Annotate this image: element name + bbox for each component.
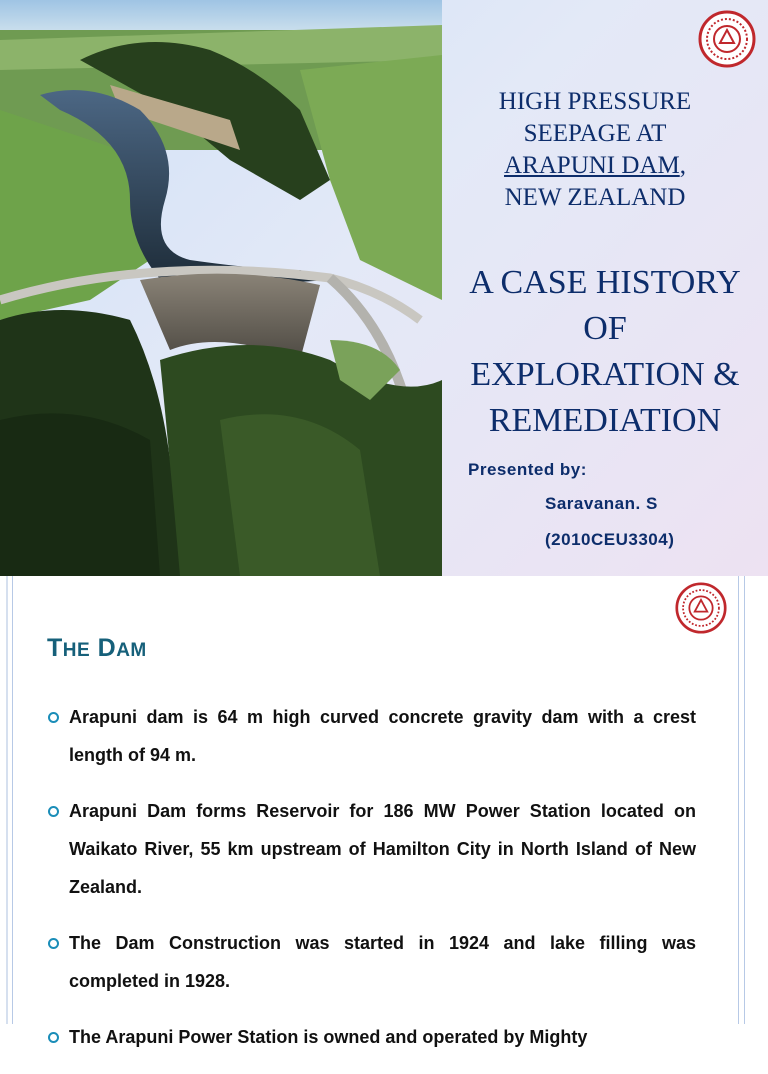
right-border-line-1	[738, 576, 739, 1024]
main-title	[442, 86, 748, 214]
title-underlined-text: ARAPUNI DAM	[504, 152, 680, 179]
dam-aerial-photo	[0, 0, 442, 576]
title-cap-1: T	[47, 634, 63, 662]
title-small-1: HE	[62, 640, 91, 661]
section-title	[47, 634, 147, 663]
right-border-line-2	[744, 576, 745, 1024]
subtitle-line-4: REMEDIATION	[488, 402, 722, 439]
title-small-2: AM	[116, 640, 147, 661]
title-line-2: SEEPAGE AT	[523, 120, 667, 147]
title-comma: ,	[679, 152, 686, 179]
presenter-name: Saravanan. S	[545, 494, 658, 513]
title-cap-2: D	[97, 634, 117, 662]
subtitle-line-2: OF	[583, 310, 627, 347]
bullet-list	[44, 698, 696, 1074]
presented-by-label: Presented by:	[468, 460, 587, 479]
university-seal-icon	[675, 582, 733, 640]
subtitle-line-1: A CASE HISTORY	[469, 264, 741, 301]
left-border-line	[12, 576, 13, 1024]
university-seal-icon	[698, 10, 756, 68]
subtitle	[442, 260, 768, 444]
title-line-3	[442, 150, 748, 182]
list-item: Arapuni dam is 64 m high curved concrete gravity dam with a crest length of 94 m.	[44, 698, 696, 774]
content-slide	[0, 576, 768, 1047]
list-item: The Dam Construction was started in 1924 and lake filling was completed in 1928.	[44, 924, 696, 1000]
subtitle-line-3: EXPLORATION &	[470, 356, 740, 393]
presenter-id: (2010CEU3304)	[545, 530, 675, 549]
left-frame-line	[6, 576, 8, 1024]
list-item: Arapuni Dam forms Reservoir for 186 MW Power Station located on Waikato River, 55 km upstream of Hamilton City in North Island of New Zealand.	[44, 792, 696, 906]
list-item: The Arapuni Power Station is owned and operated by Mighty	[44, 1018, 696, 1056]
title-line-1: HIGH PRESSURE	[498, 88, 692, 115]
title-line-4: NEW ZEALAND	[504, 184, 686, 211]
